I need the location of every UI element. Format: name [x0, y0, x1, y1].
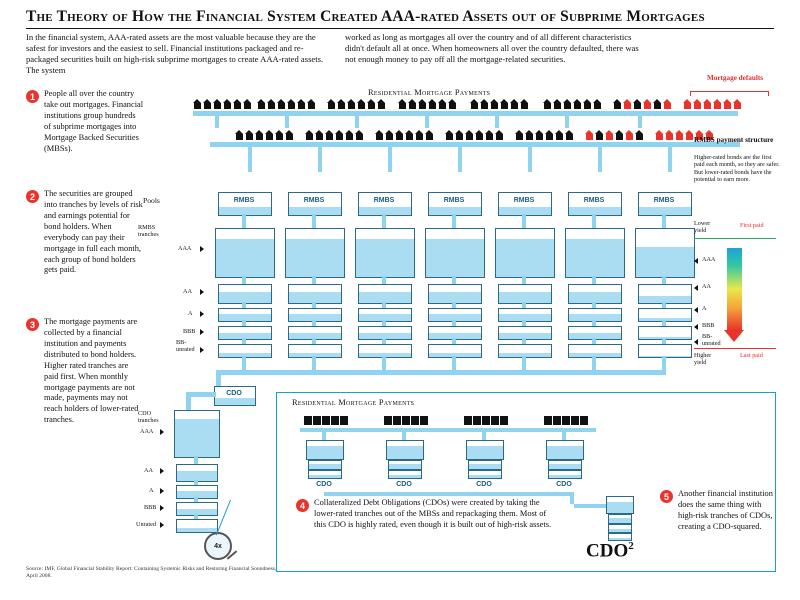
house-group-row2-2 — [305, 130, 364, 140]
inset-cdo-sub-3b — [468, 470, 502, 479]
page-title: The Theory of How the Financial System Created AAA-rated Assets out of Subprime Mortgages — [26, 8, 705, 25]
house-group-3 — [327, 99, 386, 109]
rmbs-structure-text: Higher-rated bonds are the first paid each month, so they are safer. But lower-rated bonds have the potential to earn more. — [694, 154, 780, 184]
tranche-out-2 — [312, 356, 316, 370]
cdo-tranche-marker-aaa — [160, 429, 164, 435]
dropper-6 — [565, 116, 569, 128]
pool-outlet-1 — [242, 214, 246, 228]
legend-label-aaa: AAA — [702, 256, 716, 263]
step-5-text: Another financial institution does the same thing with high-risk tranches of CDOs, creating a CDO-squared. — [678, 489, 773, 531]
tranche-marker-bbb — [200, 329, 204, 335]
tranche-out-3 — [382, 356, 386, 370]
tranche-out-6 — [592, 356, 596, 370]
step-3-bullet: 3 — [26, 318, 39, 331]
cdo2-tank-mid — [608, 514, 632, 524]
house-group-4 — [398, 99, 457, 109]
inset-cdo-sub-2b — [388, 470, 422, 479]
tranche-marker-aaa — [200, 246, 204, 252]
pool-tank-3 — [358, 192, 412, 216]
pool-label-7: RMBS — [653, 197, 675, 204]
inset-cdo-tank-1 — [306, 440, 344, 460]
inset-bank-row-3 — [464, 416, 508, 425]
house-group-6 — [543, 99, 602, 109]
inset-manifold — [324, 492, 574, 496]
aa-feed-3 — [382, 276, 386, 284]
cdo2-tank-low — [608, 524, 632, 533]
pool-tank-7 — [638, 192, 692, 216]
aaa-tank-3 — [355, 228, 415, 278]
cdo-squared-superscript: 2 — [628, 540, 634, 552]
step-1-text: People all over the country take out mortgages. Financial institutions group hundreds of subprime mortgages into Mortgage Backed Securities (MBSs). — [44, 89, 144, 153]
mortgage-defaults-brace-left — [690, 91, 691, 96]
inset-cdo-label-4: CDO — [556, 481, 572, 488]
pool-feed-4 — [458, 147, 462, 172]
tranche-label-aaa: AAA — [178, 245, 192, 252]
legend-marker-bb — [694, 339, 698, 345]
dropper-3 — [355, 116, 359, 128]
aaa-tank-5 — [495, 228, 555, 278]
pool-label-6: RMBS — [583, 197, 605, 204]
aa-feed-7 — [662, 276, 666, 284]
tranche-label-aa: AA — [183, 288, 192, 295]
aaa-tank-4 — [425, 228, 485, 278]
cdo-inlet-pipe — [190, 392, 216, 397]
step-3-text: The mortgage payments are collected by a financial institution and payments distributed to bond holders. Higher rated tranches are paid first. When monthly mortgage payments are not made, payments may not reach holders of lower-rated tranches. — [44, 317, 139, 425]
pool-label-3: RMBS — [373, 197, 395, 204]
tranche-label-a: A — [188, 310, 193, 317]
dropper-4 — [425, 116, 429, 128]
inset-cdo-label-2: CDO — [396, 481, 412, 488]
cdo-inlet-drop — [186, 392, 191, 410]
cdo-pool-label: CDO — [226, 390, 242, 397]
inset-bank-row-2 — [384, 416, 428, 425]
residential-mortgage-payments-heading: Residential Mortgage Payments — [368, 88, 491, 97]
inset-title: Residential Mortgage Payments — [292, 398, 415, 407]
inset-cdo-sub-4b — [548, 470, 582, 479]
legend-top-rule — [694, 238, 776, 239]
inset-cdo-label-1: CDO — [316, 481, 332, 488]
step-4-bullet: 4 — [296, 499, 309, 512]
dropper-5 — [495, 116, 499, 128]
tranche-label-bb-unrated: BB-unrated — [176, 339, 195, 353]
mortgage-defaults-brace — [690, 91, 768, 92]
rmbs-tranches-label: RMBS tranches — [138, 224, 159, 239]
inset-cdo-sub-2a — [388, 460, 422, 470]
legend-marker-aaa — [694, 258, 698, 264]
pool-feed-2 — [318, 147, 322, 172]
aaa-tank-1 — [215, 228, 275, 278]
inset-cdo-sub-3a — [468, 460, 502, 470]
mortgage-defaults-brace-right — [768, 91, 769, 96]
cdo-aaa-tank — [174, 410, 220, 458]
cdo-tranche-label-a: A — [149, 487, 154, 494]
pools-label: Pools — [143, 196, 160, 205]
pool-outlet-5 — [522, 214, 526, 228]
inset-collector-pipe — [300, 428, 596, 432]
house-group-5 — [470, 99, 529, 109]
higher-yield-label: Higher yield — [694, 352, 712, 367]
house-group-row2-4 — [445, 130, 504, 140]
cdo-tranche-label-aa: AA — [144, 467, 153, 474]
mortgage-defaults-label: Mortgage defaults — [706, 74, 764, 82]
pool-label-2: RMBS — [303, 197, 325, 204]
tranche-out-1 — [242, 356, 246, 370]
intro-paragraph-left: In the financial system, AAA-rated assets are the most valuable because they are the safest for investors and the easiest to sell. Financial institutions packaged and re-packaged securities built on high-risk subprime mortgages to create AAA-rated assets. The system — [26, 32, 324, 75]
aa-feed-1 — [242, 276, 246, 284]
lower-yield-label: Lower yield — [694, 220, 711, 235]
tranche-label-bbb: BBB — [183, 328, 196, 335]
house-group-row2-1 — [235, 130, 294, 140]
aa-tank-4 — [428, 284, 482, 304]
house-group-row2-3 — [375, 130, 434, 140]
dropper-1 — [215, 116, 219, 128]
pool-label-4: RMBS — [443, 197, 465, 204]
step-4-text: Collateralized Debt Obligations (CDOs) were created by taking the lower-rated tranches out of the MBSs and repackaging them. Most of this CDO is highly rated, even though it is built out of high-risk assets. — [314, 498, 552, 529]
inset-drop-2 — [402, 432, 406, 440]
intro-paragraph-right: worked as long as mortgages all over the country and of all different characteristics didn't default all at once. When homeowners all over the country defaulted, there was not enough money to pay off all the mortgage-related securities. — [345, 32, 639, 64]
yield-gradient-bar — [727, 248, 742, 330]
inset-cdo-sub-1a — [308, 460, 342, 470]
tranche-out-5 — [522, 356, 526, 370]
last-paid-label: Last paid — [740, 352, 763, 359]
inset-manifold-riser — [570, 492, 574, 504]
tranche-marker-a — [200, 311, 204, 317]
tranche-marker-aa — [200, 289, 204, 295]
magnifier-leader-line — [216, 500, 231, 536]
cdo-squared-label — [586, 540, 634, 562]
legend-label-a: A — [702, 305, 707, 312]
cdo2-inlet — [574, 504, 606, 508]
house-group-row2-6 — [585, 130, 644, 140]
dropper-2 — [285, 116, 289, 128]
pool-feed-3 — [388, 147, 392, 172]
legend-label-aa: AA — [702, 283, 711, 290]
inset-drop-3 — [482, 432, 486, 440]
inset-cdo-tank-4 — [546, 440, 584, 460]
cdo-tranche-marker-aa — [160, 468, 164, 474]
cdo2-tank-top — [606, 496, 634, 514]
aa-tank-6 — [568, 284, 622, 304]
inset-bank-row-4 — [544, 416, 588, 425]
aa-tank-3 — [358, 284, 412, 304]
house-group-8 — [683, 99, 742, 109]
aaa-tank-6 — [565, 228, 625, 278]
cdo-aa-feed — [194, 456, 198, 464]
step-2-text: The securities are grouped into tranches by levels of risk and earnings potential for bond holders. When everybody can pay their mortgage in full each month, each group of bond holders gets paid. — [44, 189, 143, 275]
cdo-tranche-label-unrated: Unrated — [136, 521, 156, 528]
step-5-bullet: 5 — [660, 490, 673, 503]
pool-feed-1 — [248, 147, 252, 172]
cdo-inset-panel — [276, 392, 776, 572]
house-group-1 — [193, 99, 252, 109]
aa-tank-7 — [638, 284, 692, 304]
cdo-tranche-label-bbb: BBB — [144, 504, 157, 511]
cdo-tranche-marker-unrated — [160, 522, 164, 528]
pool-outlet-4 — [452, 214, 456, 228]
aa-feed-5 — [522, 276, 526, 284]
title-divider — [26, 28, 774, 29]
cdo-tranche-marker-bbb — [160, 505, 164, 511]
inset-cdo-tank-3 — [466, 440, 504, 460]
house-group-row2-5 — [515, 130, 574, 140]
inset-cdo-sub-4a — [548, 460, 582, 470]
step-1-bullet: 1 — [26, 90, 39, 103]
legend-bottom-rule — [694, 348, 776, 349]
legend-marker-bbb — [694, 324, 698, 330]
pool-outlet-7 — [662, 214, 666, 228]
pool-outlet-3 — [382, 214, 386, 228]
pool-feed-6 — [598, 147, 602, 172]
cdo-squared-text: CDO — [586, 540, 629, 562]
aaa-tank-7 — [635, 228, 695, 278]
tranche-out-7 — [662, 356, 666, 370]
tranche-bottom-manifold — [216, 370, 666, 375]
inset-cdo-sub-1b — [308, 470, 342, 479]
pool-feed-7 — [668, 147, 672, 172]
second-collector-pipe — [210, 142, 740, 147]
aa-feed-4 — [452, 276, 456, 284]
pool-tank-5 — [498, 192, 552, 216]
magnifier-icon: 4x — [204, 532, 232, 560]
pool-tank-6 — [568, 192, 622, 216]
inset-cdo-tank-2 — [386, 440, 424, 460]
tranche-out-4 — [452, 356, 456, 370]
legend-marker-a — [694, 307, 698, 313]
pool-outlet-2 — [312, 214, 316, 228]
cdo-tranches-label: CDO tranches — [138, 410, 159, 425]
pool-label-5: RMBS — [513, 197, 535, 204]
tranche-marker-bb — [200, 347, 204, 353]
legend-marker-aa — [694, 285, 698, 291]
aa-tank-2 — [288, 284, 342, 304]
pool-label-1: RMBS — [233, 197, 255, 204]
legend-label-bb-unrated: BB-unrated — [702, 333, 721, 347]
house-group-7 — [613, 99, 672, 109]
cdo-tranche-marker-a — [160, 488, 164, 494]
pool-tank-2 — [288, 192, 342, 216]
first-paid-label: First paid — [740, 222, 764, 229]
step-2-bullet: 2 — [26, 190, 39, 203]
aa-tank-5 — [498, 284, 552, 304]
source-note: Source: IMF, Global Financial Stability Report: Containing Systemic Risks and Restoring Financial Soundness, April 2008. — [26, 566, 277, 580]
pool-feed-5 — [528, 147, 532, 172]
dropper-7 — [638, 116, 642, 128]
inset-cdo-label-3: CDO — [476, 481, 492, 488]
pool-outlet-6 — [592, 214, 596, 228]
cdo-unrated-tank — [176, 519, 218, 533]
aa-feed-2 — [312, 276, 316, 284]
legend-label-bbb: BBB — [702, 322, 715, 329]
inset-bank-row-1 — [304, 416, 348, 425]
inset-drop-4 — [562, 432, 566, 440]
cdo-tranche-label-aaa: AAA — [140, 428, 154, 435]
aaa-tank-2 — [285, 228, 345, 278]
inset-drop-1 — [322, 432, 326, 440]
rmbs-structure-title: RMBS payment structure — [694, 136, 774, 144]
aa-tank-1 — [218, 284, 272, 304]
top-collector-pipe — [193, 111, 738, 116]
aa-feed-6 — [592, 276, 596, 284]
house-group-2 — [257, 99, 316, 109]
pool-tank-1 — [218, 192, 272, 216]
pool-tank-4 — [428, 192, 482, 216]
